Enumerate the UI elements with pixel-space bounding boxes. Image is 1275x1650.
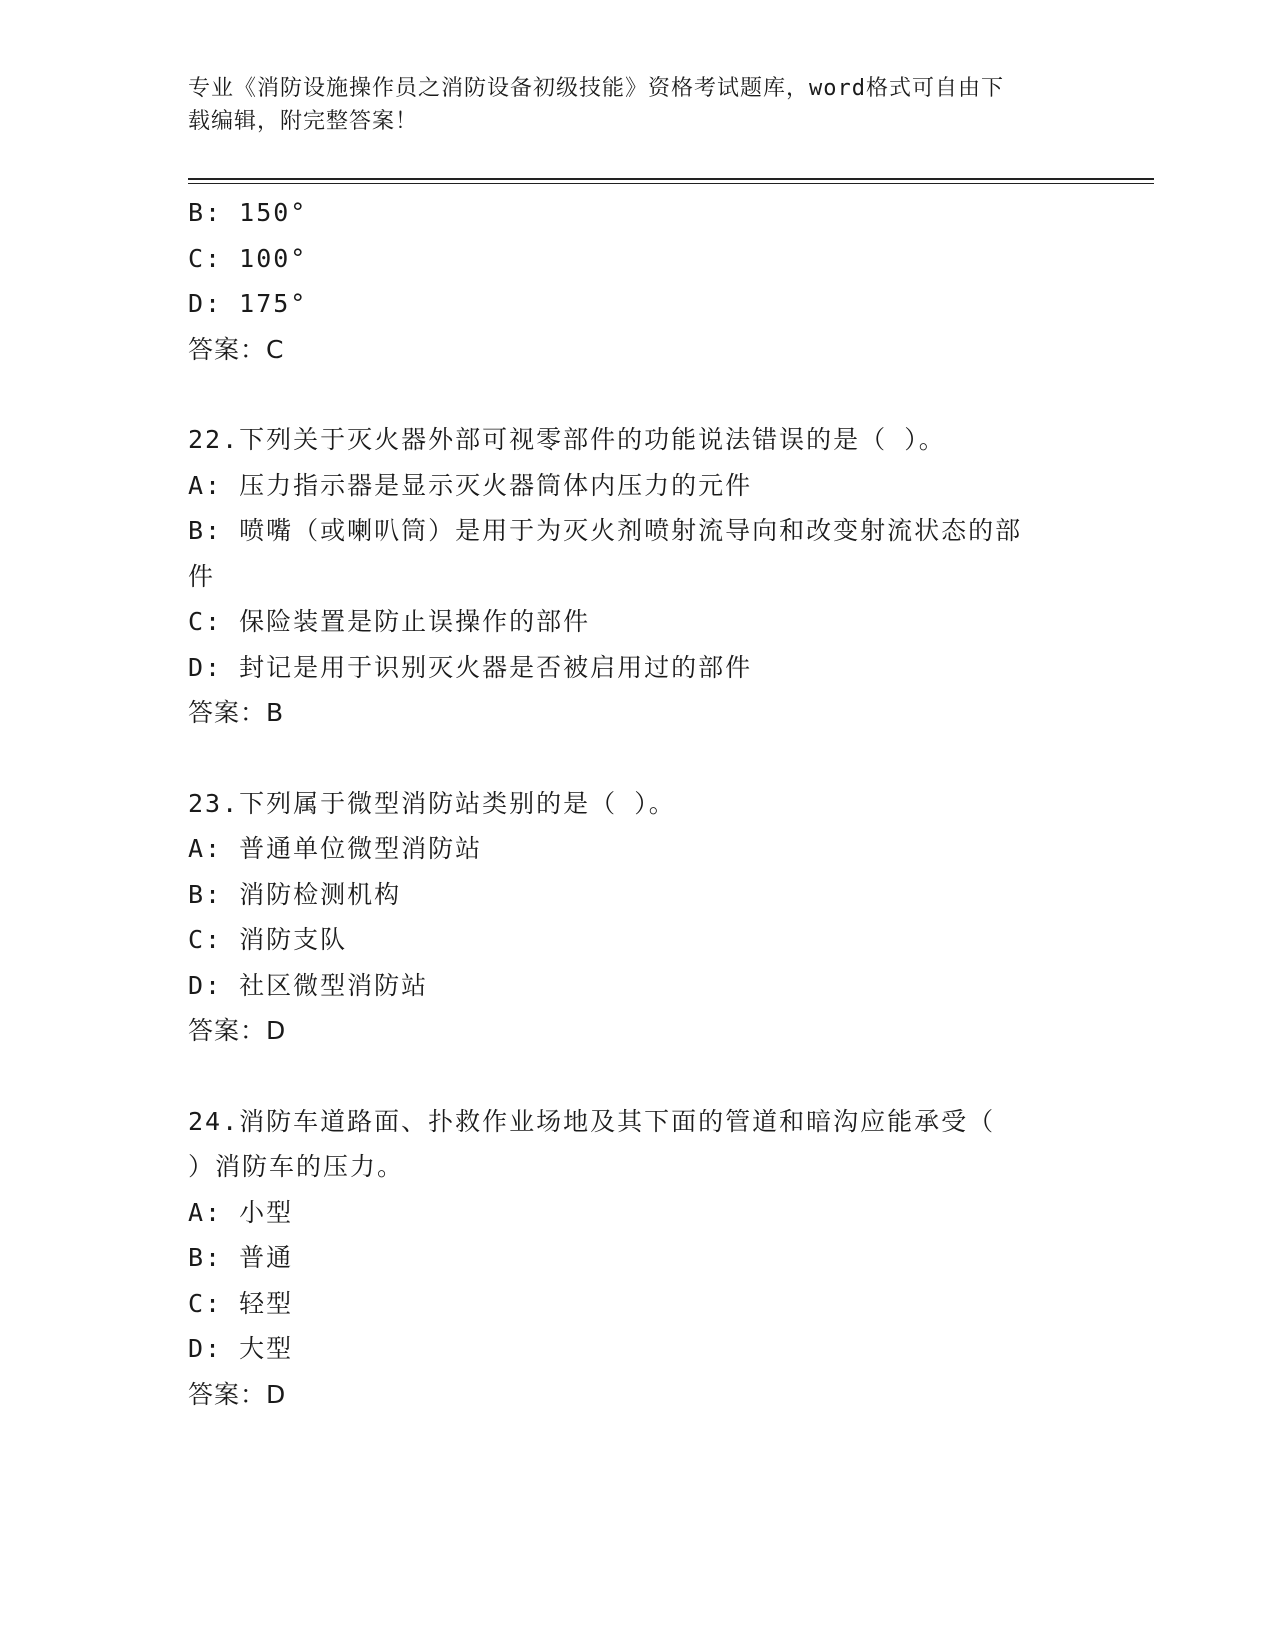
header-line-2: 载编辑，附完整答案！ <box>188 109 419 134</box>
q22-answer: 答案：B <box>188 698 285 727</box>
q24-option-b: B: 普通 <box>188 1243 294 1272</box>
q24-question-line-2: ）消防车的压力。 <box>188 1152 405 1181</box>
spacer <box>188 1054 1088 1099</box>
q23-option-d: D: 社区微型消防站 <box>188 970 429 1000</box>
document-header <box>188 72 1088 138</box>
q24-option-d: D: 大型 <box>188 1334 294 1363</box>
header-line-1: 专业《消防设施操作员之消防设备初级技能》资格考试题库，word格式可自由下 <box>188 76 1004 101</box>
q23-answer: 答案：D <box>188 1016 287 1045</box>
q22-option-a: A: 压力指示器是显示灭火器筒体内压力的元件 <box>188 470 753 500</box>
q24-question-line-1: 24.消防车道路面、扑救作业场地及其下面的管道和暗沟应能承受（ <box>188 1106 996 1136</box>
q21-answer: 答案：C <box>188 334 285 364</box>
q22-option-c: C: 保险装置是防止误操作的部件 <box>188 607 591 636</box>
q22-option-b-line-1: B: 喷嘴（或喇叭筒）是用于为灭火剂喷射流导向和改变射流状态的部 <box>188 516 1023 545</box>
q23-option-a: A: 普通单位微型消防站 <box>188 834 483 863</box>
q21-option-c: C: 100° <box>188 243 308 273</box>
header-rule-thick <box>188 178 1154 180</box>
spacer <box>188 736 1088 781</box>
spacer <box>188 372 1088 417</box>
q21-option-b: B: 150° <box>188 198 308 227</box>
question-content <box>188 190 1088 1417</box>
q24-answer: 答案：D <box>188 1379 287 1409</box>
header-rule-thin <box>188 183 1154 184</box>
q22-option-b-line-2: 件 <box>188 561 216 591</box>
q24-option-c: C: 轻型 <box>188 1288 294 1318</box>
q23-option-c: C: 消防支队 <box>188 925 348 954</box>
q22-question: 22.下列关于灭火器外部可视零部件的功能说法错误的是（ ）。 <box>188 425 946 454</box>
q24-option-a: A: 小型 <box>188 1197 294 1227</box>
q21-option-d: D: 175° <box>188 289 308 318</box>
q23-option-b: B: 消防检测机构 <box>188 879 402 909</box>
q22-option-d: D: 封记是用于识别灭火器是否被启用过的部件 <box>188 652 753 682</box>
q23-question: 23.下列属于微型消防站类别的是（ ）。 <box>188 788 676 818</box>
